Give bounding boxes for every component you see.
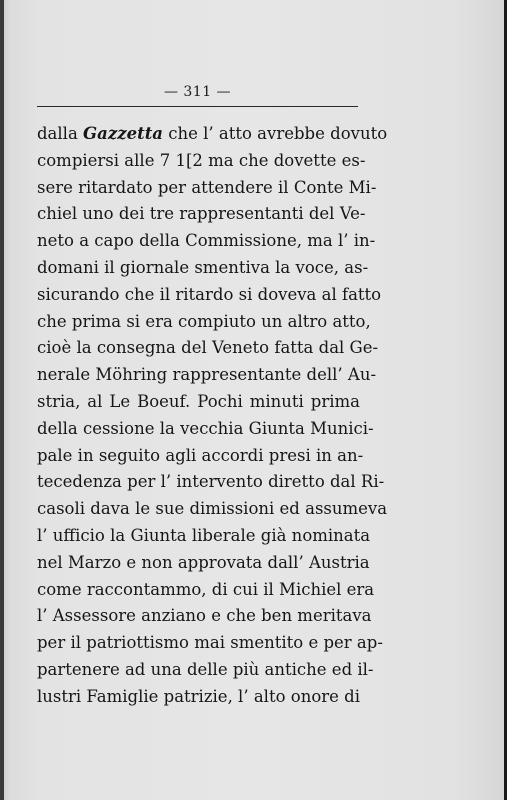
text-line — [37, 684, 360, 711]
text-segment: compiersi alle 7 1[2 ma che dovette es- — [37, 150, 366, 170]
page-number: — 311 — — [163, 84, 232, 100]
text-line — [37, 175, 377, 202]
text-segment: cioè la consegna del Veneto fatta dal Ge- — [37, 338, 379, 358]
text-line — [37, 201, 366, 228]
text-line — [37, 577, 375, 604]
text-line — [37, 657, 374, 684]
text-line — [37, 362, 377, 389]
text-segment: lustri Famiglie patrizie, l’ alto onore di — [37, 686, 360, 706]
text-line — [37, 389, 360, 416]
text-line — [37, 550, 370, 577]
text-line — [37, 228, 376, 255]
text-segment: che prima si era compiuto un altro atto, — [37, 311, 371, 331]
text-segment: sicurando che il ritardo si doveva al fatto — [37, 284, 382, 304]
header-rule — [37, 106, 358, 107]
text-segment: stria, al Le Boeuf. Pochi minuti prima — [37, 391, 360, 411]
text-line — [37, 630, 383, 657]
text-segment: dalla — [37, 124, 84, 143]
page-left-edge — [0, 0, 4, 800]
italic-title: Gazzetta — [83, 124, 164, 143]
text-line — [37, 148, 366, 175]
text-line — [37, 255, 369, 282]
text-segment: casoli dava le sue dimissioni ed assumeva — [37, 499, 388, 519]
text-segment: nerale Möhring rappresentante dell’ Au- — [37, 365, 377, 385]
text-segment: partenere ad una delle più antiche ed il- — [37, 659, 374, 679]
text-segment: neto a capo della Commissione, ma l’ in- — [37, 231, 376, 251]
text-segment: l’ ufficio la Giunta liberale già nominata — [37, 525, 371, 545]
text-line — [37, 309, 371, 336]
text-segment: l’ Assessore anziano e che ben meritava — [37, 606, 372, 626]
text-segment: pale in seguito agli accordi presi in an- — [37, 445, 364, 465]
text-line — [37, 496, 388, 523]
text-line — [37, 523, 371, 550]
text-line — [37, 469, 385, 496]
text-line — [37, 121, 388, 148]
text-segment: della cessione la vecchia Giunta Munici- — [37, 418, 374, 438]
text-segment: che l’ atto avrebbe dovuto — [163, 124, 388, 143]
body-text — [37, 121, 388, 711]
text-segment: domani il giornale smentiva la voce, as- — [37, 257, 369, 277]
text-segment: chiel uno dei tre rappresentanti del Ve- — [37, 204, 366, 224]
text-segment: sere ritardato per attendere il Conte Mi- — [37, 177, 377, 197]
text-segment: per il patriottismo mai smentito e per ap- — [37, 633, 383, 653]
text-line — [37, 416, 374, 443]
text-line — [37, 282, 382, 309]
text-segment: tecedenza per l’ intervento diretto dal Ri- — [37, 472, 385, 492]
text-line — [37, 443, 364, 470]
text-line — [37, 335, 379, 362]
text-segment: nel Marzo e non approvata dall’ Austria — [37, 552, 370, 572]
text-segment: come raccontammo, di cui il Michiel era — [37, 579, 375, 599]
text-line — [37, 603, 372, 630]
